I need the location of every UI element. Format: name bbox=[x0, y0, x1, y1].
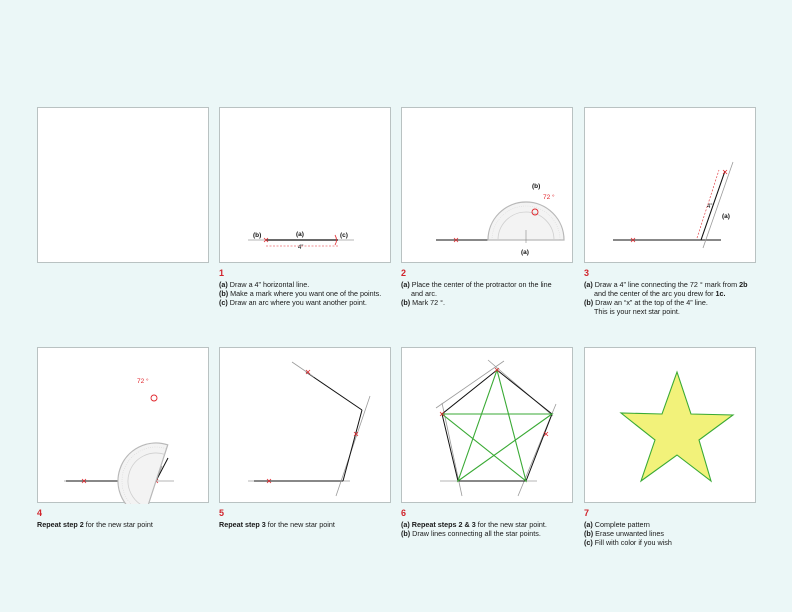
caption-label: (a) Repeat steps 2 & 3 bbox=[401, 520, 476, 529]
caption-label: (b) bbox=[219, 289, 229, 298]
caption-line bbox=[584, 289, 762, 298]
caption-text: Complete pattern bbox=[592, 520, 650, 529]
step-3-caption bbox=[584, 268, 762, 316]
caption-label: (b) bbox=[584, 298, 594, 307]
caption-line bbox=[37, 520, 215, 529]
caption-label: Repeat step 3 bbox=[219, 520, 266, 529]
step-1-panel bbox=[219, 107, 391, 263]
caption-label: (a) bbox=[401, 280, 410, 289]
step-4-diagram bbox=[38, 348, 210, 504]
label-a: (a) bbox=[521, 249, 529, 256]
star-lines bbox=[442, 370, 552, 481]
caption-text: Draw an arc where you want another point. bbox=[227, 298, 367, 307]
label-c: (c) bbox=[340, 232, 348, 239]
point-mark-x bbox=[267, 370, 358, 483]
caption-label: (b) bbox=[584, 529, 594, 538]
caption-label: Repeat step 2 bbox=[37, 520, 84, 529]
caption-text: Fill with color if you wish bbox=[592, 538, 672, 547]
caption-text: Draw a 4” horizontal line. bbox=[227, 280, 310, 289]
step-number: 2 bbox=[401, 268, 407, 278]
length-label: 4” bbox=[298, 245, 304, 251]
angle-mark bbox=[151, 395, 157, 401]
caption-line bbox=[401, 280, 579, 289]
step-2-caption bbox=[401, 268, 579, 307]
step-blank-panel bbox=[37, 107, 209, 263]
caption-line bbox=[219, 520, 397, 529]
filled-star bbox=[621, 372, 733, 481]
caption-text: This is your next star point. bbox=[594, 307, 680, 316]
caption-ref: 1c. bbox=[715, 289, 726, 298]
caption-line bbox=[401, 289, 579, 298]
caption-line bbox=[584, 307, 762, 316]
caption-line bbox=[219, 298, 397, 307]
caption-label: (b) bbox=[401, 529, 411, 538]
new-side-line bbox=[701, 171, 725, 240]
step-1-diagram bbox=[220, 108, 392, 264]
step-5-caption bbox=[219, 508, 397, 529]
caption-line bbox=[401, 529, 579, 538]
caption-text: Make a mark where you want one of the points. bbox=[228, 289, 382, 298]
caption-label: (a) bbox=[584, 280, 593, 289]
step-2-panel bbox=[401, 107, 573, 263]
angle-label: 72 ° bbox=[137, 378, 149, 385]
protractor-icon bbox=[108, 433, 168, 504]
step-3-panel bbox=[584, 107, 756, 263]
caption-label: (c) bbox=[584, 538, 593, 547]
caption-line bbox=[584, 298, 762, 307]
caption-text: Place the center of the protractor on the line bbox=[409, 280, 552, 289]
step-4-caption bbox=[37, 508, 215, 529]
caption-line bbox=[219, 280, 397, 289]
caption-label: (a) bbox=[584, 520, 593, 529]
caption-line bbox=[584, 529, 762, 538]
caption-line bbox=[401, 520, 579, 529]
step-7-diagram bbox=[585, 348, 757, 504]
point-mark-x bbox=[723, 170, 727, 174]
caption-text: Erase unwanted lines bbox=[593, 529, 664, 538]
step-5-diagram bbox=[220, 348, 392, 504]
step-2-diagram bbox=[402, 108, 574, 264]
step-7-panel bbox=[584, 347, 756, 503]
step-6-panel bbox=[401, 347, 573, 503]
construction-lines bbox=[436, 360, 556, 496]
caption-line bbox=[584, 538, 762, 547]
label-b: (b) bbox=[253, 232, 262, 239]
caption-text: for the new star point bbox=[83, 520, 153, 529]
caption-line bbox=[401, 298, 579, 307]
step-number: 1 bbox=[219, 268, 225, 278]
length-label: 4” bbox=[707, 204, 713, 210]
caption-label: (c) bbox=[219, 298, 228, 307]
caption-text: and the center of the arc you drew for bbox=[594, 289, 716, 298]
caption-label: (a) bbox=[219, 280, 228, 289]
caption-line bbox=[584, 520, 762, 529]
step-number: 5 bbox=[219, 508, 225, 518]
caption-text: for the new star point bbox=[265, 520, 335, 529]
caption-text: Draw a 4” line connecting the 72 ° mark from bbox=[592, 280, 740, 289]
step-6-diagram bbox=[402, 348, 574, 504]
caption-label: (b) bbox=[401, 298, 411, 307]
caption-text: Draw an “x” at the top of the 4” line. bbox=[593, 298, 708, 307]
step-3-diagram bbox=[585, 108, 757, 264]
label-b: (b) bbox=[532, 183, 541, 190]
step-number: 3 bbox=[584, 268, 590, 278]
caption-line bbox=[584, 280, 762, 289]
caption-text: Mark 72 °. bbox=[410, 298, 446, 307]
label-a: (a) bbox=[296, 231, 304, 238]
caption-line bbox=[219, 289, 397, 298]
step-1-caption bbox=[219, 268, 397, 307]
step-5-panel bbox=[219, 347, 391, 503]
label-a: (a) bbox=[722, 213, 730, 220]
caption-text: Draw lines connecting all the star points. bbox=[410, 529, 541, 538]
angle-label: 72 ° bbox=[543, 194, 555, 201]
step-6-caption bbox=[401, 508, 579, 538]
caption-ref: 2b bbox=[739, 280, 748, 289]
caption-text: and arc. bbox=[411, 289, 437, 298]
caption-text: for the new star point. bbox=[475, 520, 547, 529]
step-number: 4 bbox=[37, 508, 43, 518]
step-4-panel bbox=[37, 347, 209, 503]
step-number: 7 bbox=[584, 508, 590, 518]
step-7-caption bbox=[584, 508, 762, 547]
step-number: 6 bbox=[401, 508, 407, 518]
